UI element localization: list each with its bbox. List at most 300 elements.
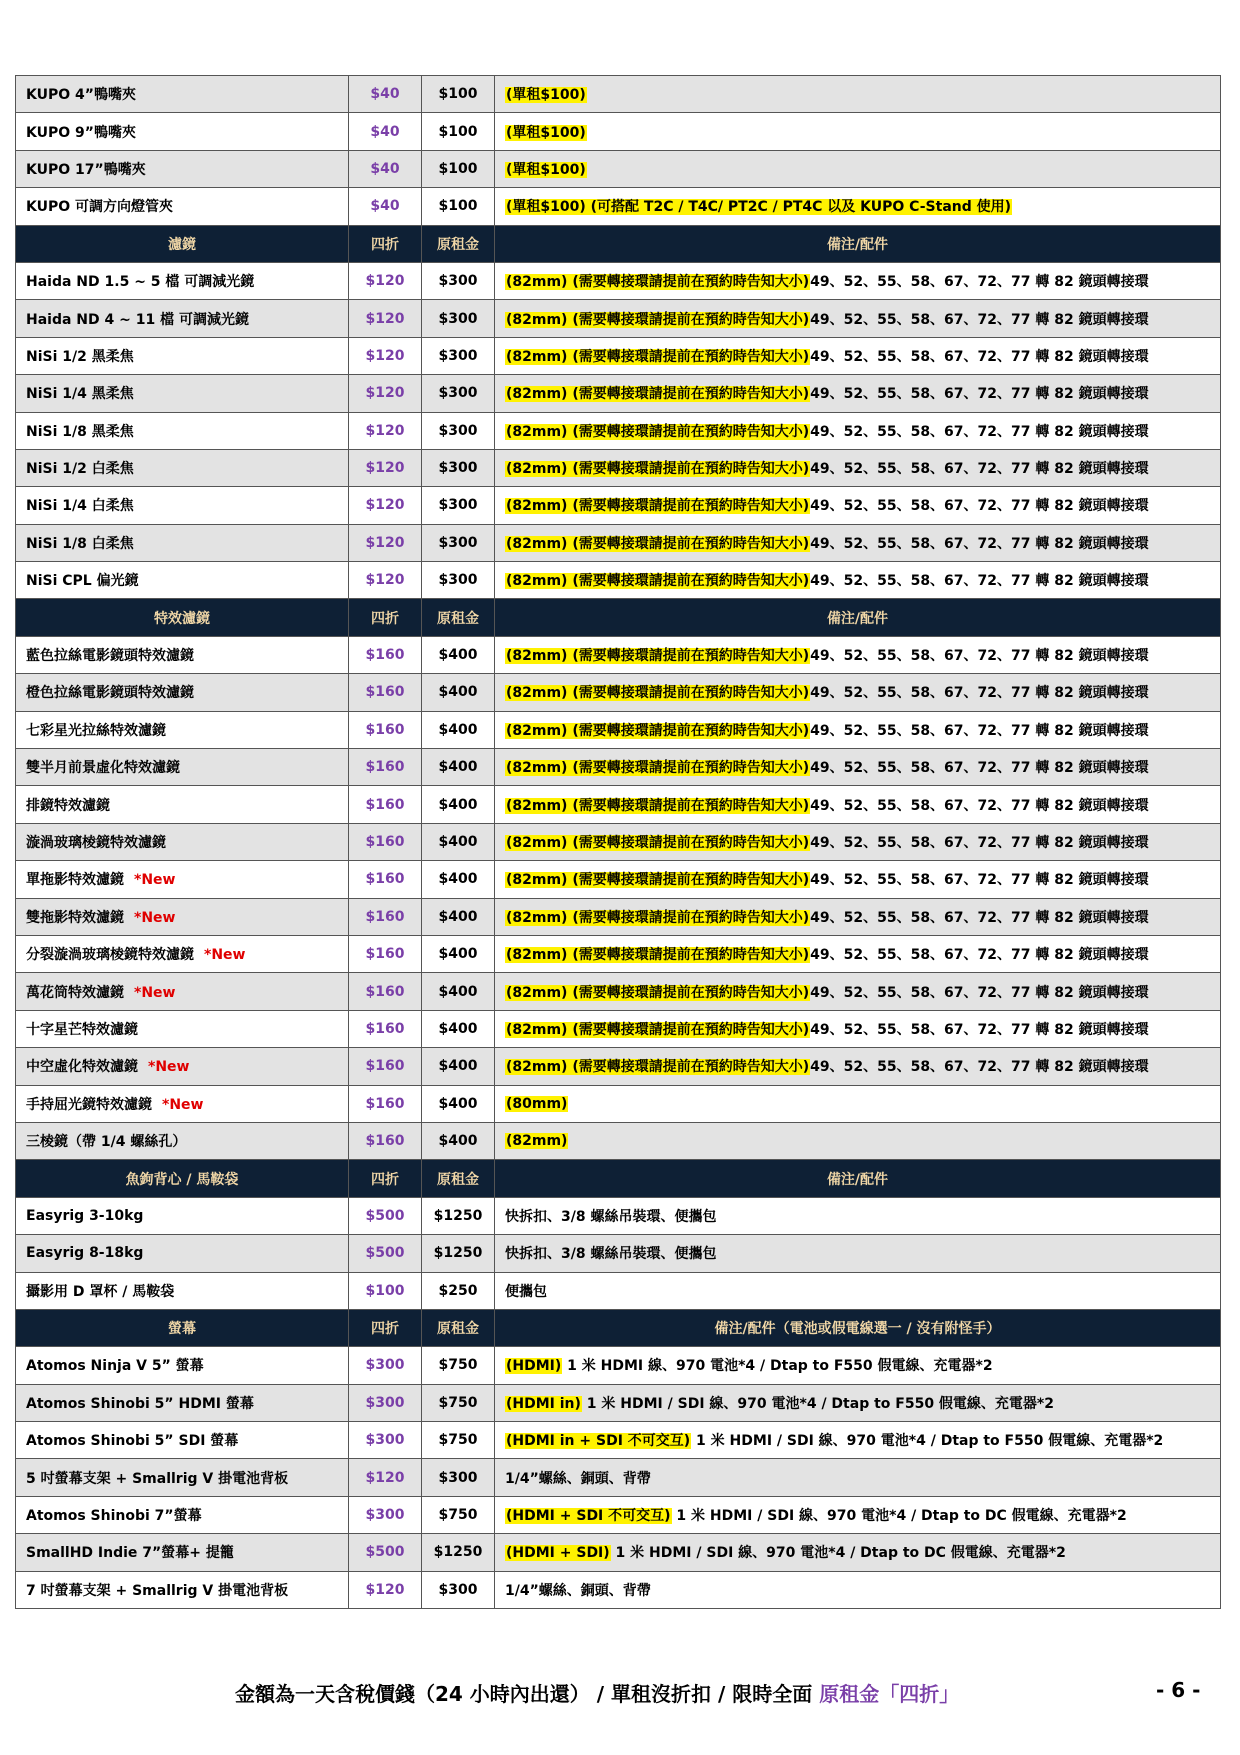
item-name: Easyrig 3-10kg xyxy=(26,1207,144,1224)
item-name-cell xyxy=(16,1197,349,1234)
table-row xyxy=(16,636,1221,673)
discount-price: $120 xyxy=(349,1571,422,1608)
item-note: 49、52、55、58、67、72、77 轉 82 鏡頭轉接環 xyxy=(810,648,1149,665)
original-header: 原租金 xyxy=(422,1309,495,1346)
discount-price: $40 xyxy=(349,188,422,225)
item-name: 十字星芒特效濾鏡 xyxy=(26,1021,138,1038)
highlighted-note: (82mm) (需要轉接環請提前在預約時告知大小) xyxy=(506,685,810,702)
item-name: 手持屈光鏡特效濾鏡 xyxy=(26,1096,152,1113)
item-note-cell xyxy=(495,76,1221,113)
table-row xyxy=(16,562,1221,599)
original-price: $300 xyxy=(422,337,495,374)
item-name: NiSi 1/2 黑柔焦 xyxy=(26,348,134,365)
item-name: KUPO 17”鴨嘴夾 xyxy=(26,161,146,178)
item-note: 49、52、55、58、67、72、77 轉 82 鏡頭轉接環 xyxy=(810,535,1149,552)
original-price: $400 xyxy=(422,1122,495,1159)
table-row xyxy=(16,1459,1221,1496)
discount-price: $40 xyxy=(349,76,422,113)
notes-header: 備注/配件 xyxy=(495,1160,1221,1197)
section-title: 濾鏡 xyxy=(16,225,349,262)
original-price: $400 xyxy=(422,898,495,935)
discount-price: $160 xyxy=(349,636,422,673)
item-name: Atomos Shinobi 5” SDI 螢幕 xyxy=(26,1433,239,1450)
item-note: 49、52、55、58、67、72、77 轉 82 鏡頭轉接環 xyxy=(810,498,1149,515)
table-row xyxy=(16,113,1221,150)
item-name: 藍色拉絲電影鏡頭特效濾鏡 xyxy=(26,648,194,665)
item-note-cell xyxy=(495,1347,1221,1384)
item-name-cell xyxy=(16,861,349,898)
discount-price: $160 xyxy=(349,1122,422,1159)
discount-price: $160 xyxy=(349,674,422,711)
section-header-row xyxy=(16,599,1221,636)
item-note-cell xyxy=(495,487,1221,524)
new-badge: *New xyxy=(134,984,176,1001)
notes-header: 備注/配件 xyxy=(495,599,1221,636)
highlighted-note: (HDMI + SDI) xyxy=(506,1545,610,1562)
new-badge: *New xyxy=(204,947,246,964)
highlighted-note: (82mm) (需要轉接環請提前在預約時告知大小) xyxy=(506,274,810,291)
table-row xyxy=(16,1384,1221,1421)
item-name: KUPO 4”鴨嘴夾 xyxy=(26,87,136,104)
original-price: $400 xyxy=(422,861,495,898)
item-note: 1/4”螺絲、銅頭、背帶 xyxy=(505,1470,651,1487)
item-name: 橙色拉絲電影鏡頭特效濾鏡 xyxy=(26,685,194,702)
item-name-cell xyxy=(16,1010,349,1047)
item-name-cell xyxy=(16,300,349,337)
section-header-row xyxy=(16,225,1221,262)
discount-price: $160 xyxy=(349,898,422,935)
item-note: 49、52、55、58、67、72、77 轉 82 鏡頭轉接環 xyxy=(810,835,1149,851)
table-row xyxy=(16,375,1221,412)
highlighted-note: (82mm) (需要轉接環請提前在預約時告知大小) xyxy=(506,909,810,926)
item-note-cell xyxy=(495,1384,1221,1421)
table-row xyxy=(16,76,1221,113)
highlighted-note: (82mm) (需要轉接環請提前在預約時告知大小) xyxy=(506,1059,810,1076)
item-name: SmallHD Indie 7”螢幕+ 提籠 xyxy=(26,1545,234,1562)
item-name-cell xyxy=(16,749,349,786)
item-note-cell xyxy=(495,1496,1221,1533)
item-note: 1 米 HDMI / SDI 線、970 電池*4 / Dtap to F550 假電線、充電器*2 xyxy=(691,1433,1164,1450)
item-note-cell xyxy=(495,636,1221,673)
item-name-cell xyxy=(16,412,349,449)
highlighted-note: (82mm) (需要轉接環請提前在預約時告知大小) xyxy=(506,311,810,328)
item-name-cell xyxy=(16,898,349,935)
item-name: 攝影用 D 罩杯 / 馬鞍袋 xyxy=(26,1283,175,1300)
discount-header: 四折 xyxy=(349,1160,422,1197)
item-note: 49、52、55、58、67、72、77 轉 82 鏡頭轉接環 xyxy=(810,760,1149,777)
discount-price: $500 xyxy=(349,1534,422,1571)
item-name-cell xyxy=(16,1459,349,1496)
discount-price: $120 xyxy=(349,487,422,524)
item-note: 49、52、55、58、67、72、77 轉 82 鏡頭轉接環 xyxy=(810,797,1149,814)
item-note-cell xyxy=(495,337,1221,374)
discount-price: $500 xyxy=(349,1197,422,1234)
highlighted-note: (82mm) (需要轉接環請提前在預約時告知大小) xyxy=(506,760,810,777)
item-name: NiSi 1/4 白柔焦 xyxy=(26,498,134,515)
item-note-cell xyxy=(495,749,1221,786)
item-name: 雙拖影特效濾鏡 xyxy=(26,909,124,926)
item-name: Atomos Shinobi 7”螢幕 xyxy=(26,1508,202,1525)
highlighted-note: (82mm) (需要轉接環請提前在預約時告知大小) xyxy=(506,386,810,403)
item-note: 49、52、55、58、67、72、77 轉 82 鏡頭轉接環 xyxy=(810,423,1149,440)
discount-price: $160 xyxy=(349,1048,422,1085)
discount-price: $120 xyxy=(349,562,422,599)
table-row xyxy=(16,1197,1221,1234)
section-header-row xyxy=(16,1309,1221,1346)
rental-price-table xyxy=(15,75,1221,1609)
item-name-cell xyxy=(16,1048,349,1085)
item-note-cell xyxy=(495,1197,1221,1234)
original-price: $400 xyxy=(422,973,495,1010)
discount-price: $160 xyxy=(349,823,422,860)
item-name: KUPO 可調方向燈管夾 xyxy=(26,199,174,216)
original-price: $100 xyxy=(422,76,495,113)
table-row xyxy=(16,1534,1221,1571)
new-badge: *New xyxy=(134,909,176,926)
table-row xyxy=(16,935,1221,972)
discount-price: $120 xyxy=(349,1459,422,1496)
original-header: 原租金 xyxy=(422,1160,495,1197)
item-name-cell xyxy=(16,1122,349,1159)
item-name: 萬花筒特效濾鏡 xyxy=(26,984,124,1001)
discount-price: $120 xyxy=(349,262,422,299)
item-note: 快拆扣、3/8 螺絲吊裝環、便攜包 xyxy=(505,1246,717,1263)
original-price: $400 xyxy=(422,749,495,786)
item-note-cell xyxy=(495,113,1221,150)
original-price: $400 xyxy=(422,636,495,673)
original-price: $300 xyxy=(422,562,495,599)
discount-price: $160 xyxy=(349,1085,422,1122)
item-note: 1 米 HDMI 線、970 電池*4 / Dtap to F550 假電線、充電器*2 xyxy=(562,1358,993,1375)
original-price: $300 xyxy=(422,262,495,299)
item-name-cell xyxy=(16,1384,349,1421)
table-row xyxy=(16,412,1221,449)
item-name-cell xyxy=(16,487,349,524)
item-note-cell xyxy=(495,861,1221,898)
original-price: $300 xyxy=(422,1459,495,1496)
item-note: 49、52、55、58、67、72、77 轉 82 鏡頭轉接環 xyxy=(810,1059,1149,1076)
table-row xyxy=(16,188,1221,225)
original-price: $400 xyxy=(422,823,495,860)
new-badge: *New xyxy=(148,1059,190,1076)
item-note-cell xyxy=(495,412,1221,449)
table-row xyxy=(16,262,1221,299)
item-name: 雙半月前景虛化特效濾鏡 xyxy=(26,760,180,777)
highlighted-note: (82mm) (需要轉接環請提前在預約時告知大小) xyxy=(506,984,810,1001)
item-name-cell xyxy=(16,711,349,748)
item-note-cell xyxy=(495,674,1221,711)
item-note-cell xyxy=(495,786,1221,823)
item-note: 49、52、55、58、67、72、77 轉 82 鏡頭轉接環 xyxy=(810,348,1149,365)
item-name-cell xyxy=(16,262,349,299)
item-note-cell xyxy=(495,1010,1221,1047)
item-note-cell xyxy=(495,188,1221,225)
table-row xyxy=(16,1010,1221,1047)
original-price: $400 xyxy=(422,786,495,823)
item-note-cell xyxy=(495,1422,1221,1459)
discount-price: $120 xyxy=(349,337,422,374)
notes-header: 備注/配件（電池或假電線選一 / 沒有附怪手） xyxy=(495,1309,1221,1346)
table-row xyxy=(16,1496,1221,1533)
original-header: 原租金 xyxy=(422,225,495,262)
item-name-cell xyxy=(16,1272,349,1309)
highlighted-note: (82mm) (需要轉接環請提前在預約時告知大小) xyxy=(506,797,810,814)
highlighted-note: (82mm) (需要轉接環請提前在預約時告知大小) xyxy=(506,722,810,739)
highlighted-note: (82mm) (需要轉接環請提前在預約時告知大小) xyxy=(506,461,810,478)
table-row xyxy=(16,898,1221,935)
table-row xyxy=(16,1085,1221,1122)
discount-price: $160 xyxy=(349,749,422,786)
highlighted-note: (HDMI in + SDI 不可交互) xyxy=(506,1433,691,1450)
original-price: $300 xyxy=(422,375,495,412)
table-row xyxy=(16,786,1221,823)
item-note: 49、52、55、58、67、72、77 轉 82 鏡頭轉接環 xyxy=(810,722,1149,739)
item-note: 49、52、55、58、67、72、77 轉 82 鏡頭轉接環 xyxy=(810,386,1149,403)
item-note-cell xyxy=(495,1534,1221,1571)
item-note-cell xyxy=(495,1122,1221,1159)
item-name-cell xyxy=(16,674,349,711)
item-name-cell xyxy=(16,150,349,187)
discount-price: $300 xyxy=(349,1347,422,1384)
item-note-cell xyxy=(495,524,1221,561)
notes-header: 備注/配件 xyxy=(495,225,1221,262)
original-price: $400 xyxy=(422,935,495,972)
table-row xyxy=(16,1272,1221,1309)
original-price: $400 xyxy=(422,1085,495,1122)
discount-price: $300 xyxy=(349,1496,422,1533)
discount-price: $120 xyxy=(349,524,422,561)
item-name-cell xyxy=(16,76,349,113)
original-header: 原租金 xyxy=(422,599,495,636)
discount-price: $160 xyxy=(349,786,422,823)
item-name: 分裂漩渦玻璃棱鏡特效濾鏡 xyxy=(26,947,194,964)
highlighted-note: (單租$100) xyxy=(506,161,586,178)
original-price: $100 xyxy=(422,113,495,150)
item-name-cell xyxy=(16,935,349,972)
original-price: $1250 xyxy=(422,1235,495,1272)
item-note-cell xyxy=(495,300,1221,337)
item-note: 1 米 HDMI / SDI 線、970 電池*4 / Dtap to F550 假電線、充電器*2 xyxy=(581,1395,1054,1412)
original-price: $300 xyxy=(422,1571,495,1608)
item-name: 中空虛化特效濾鏡 xyxy=(26,1059,138,1076)
item-name: NiSi CPL 偏光鏡 xyxy=(26,573,139,590)
highlighted-note: (HDMI in) xyxy=(506,1395,581,1412)
item-note: 49、52、55、58、67、72、77 轉 82 鏡頭轉接環 xyxy=(810,984,1149,1001)
item-note-cell xyxy=(495,898,1221,935)
highlighted-note: (單租$100) (可搭配 T2C / T4C/ PT2C / PT4C 以及 KUPO C-Stand 使用) xyxy=(506,199,1012,216)
page-number: - 6 - xyxy=(1156,1678,1201,1702)
original-price: $750 xyxy=(422,1347,495,1384)
discount-price: $160 xyxy=(349,711,422,748)
original-price: $300 xyxy=(422,487,495,524)
original-price: $400 xyxy=(422,1010,495,1047)
footer-note xyxy=(235,1678,959,1707)
highlighted-note: (82mm) (需要轉接環請提前在預約時告知大小) xyxy=(506,648,810,665)
item-name: NiSi 1/2 白柔焦 xyxy=(26,461,134,478)
highlighted-note: (82mm) (需要轉接環請提前在預約時告知大小) xyxy=(506,348,810,365)
discount-price: $120 xyxy=(349,300,422,337)
table-row xyxy=(16,1235,1221,1272)
item-note-cell xyxy=(495,823,1221,860)
discount-price: $300 xyxy=(349,1384,422,1421)
item-name-cell xyxy=(16,786,349,823)
table-row xyxy=(16,1571,1221,1608)
highlighted-note: (82mm) (需要轉接環請提前在預約時告知大小) xyxy=(506,835,810,851)
item-name-cell xyxy=(16,823,349,860)
item-note: 1/4”螺絲、銅頭、背帶 xyxy=(505,1582,651,1599)
highlighted-note: (82mm) (需要轉接環請提前在預約時告知大小) xyxy=(506,535,810,552)
item-name: 5 吋螢幕支架 + Smallrig V 掛電池背板 xyxy=(26,1470,289,1487)
discount-price: $120 xyxy=(349,375,422,412)
item-note-cell xyxy=(495,1085,1221,1122)
item-note-cell xyxy=(495,935,1221,972)
item-name-cell xyxy=(16,1422,349,1459)
original-price: $1250 xyxy=(422,1534,495,1571)
original-price: $400 xyxy=(422,674,495,711)
item-name: NiSi 1/8 白柔焦 xyxy=(26,535,134,552)
table-row xyxy=(16,973,1221,1010)
table-row xyxy=(16,711,1221,748)
item-name-cell xyxy=(16,113,349,150)
discount-price: $40 xyxy=(349,113,422,150)
item-note-cell xyxy=(495,262,1221,299)
item-name: Atomos Shinobi 5” HDMI 螢幕 xyxy=(26,1395,254,1412)
discount-price: $160 xyxy=(349,1010,422,1047)
original-price: $750 xyxy=(422,1422,495,1459)
table-row xyxy=(16,337,1221,374)
original-price: $100 xyxy=(422,188,495,225)
item-name-cell xyxy=(16,337,349,374)
section-title: 螢幕 xyxy=(16,1309,349,1346)
item-note-cell xyxy=(495,1571,1221,1608)
highlighted-note: (HDMI) xyxy=(506,1358,562,1375)
item-name-cell xyxy=(16,562,349,599)
discount-price: $40 xyxy=(349,150,422,187)
original-price: $750 xyxy=(422,1384,495,1421)
item-note-cell xyxy=(495,449,1221,486)
item-name-cell xyxy=(16,375,349,412)
item-name-cell xyxy=(16,1085,349,1122)
item-note-cell xyxy=(495,973,1221,1010)
item-note-cell xyxy=(495,1272,1221,1309)
table-row xyxy=(16,449,1221,486)
discount-price: $500 xyxy=(349,1235,422,1272)
discount-price: $160 xyxy=(349,973,422,1010)
original-price: $750 xyxy=(422,1496,495,1533)
item-note: 49、52、55、58、67、72、77 轉 82 鏡頭轉接環 xyxy=(810,872,1149,889)
item-note: 49、52、55、58、67、72、77 轉 82 鏡頭轉接環 xyxy=(810,1021,1149,1038)
item-note: 快拆扣、3/8 螺絲吊裝環、便攜包 xyxy=(505,1208,717,1225)
highlighted-note: (80mm) xyxy=(506,1095,568,1112)
footer-discount-highlight: 原租金「四折」 xyxy=(819,1682,960,1706)
original-price: $300 xyxy=(422,412,495,449)
item-name: KUPO 9”鴨嘴夾 xyxy=(26,124,136,141)
highlighted-note: (82mm) (需要轉接環請提前在預約時告知大小) xyxy=(506,573,810,590)
item-name-cell xyxy=(16,973,349,1010)
item-name-cell xyxy=(16,1347,349,1384)
item-name-cell xyxy=(16,524,349,561)
table-row xyxy=(16,1347,1221,1384)
item-name: NiSi 1/4 黑柔焦 xyxy=(26,386,134,403)
item-note: 1 米 HDMI / SDI 線、970 電池*4 / Dtap to DC 假電線、充電器*2 xyxy=(671,1508,1127,1525)
item-note: 49、52、55、58、67、72、77 轉 82 鏡頭轉接環 xyxy=(810,947,1149,964)
item-name: 單拖影特效濾鏡 xyxy=(26,872,124,889)
discount-price: $100 xyxy=(349,1272,422,1309)
item-name-cell xyxy=(16,1571,349,1608)
highlighted-note: (82mm) xyxy=(506,1133,568,1150)
footer xyxy=(0,1678,1240,1718)
item-note: 49、52、55、58、67、72、77 轉 82 鏡頭轉接環 xyxy=(810,573,1149,590)
item-note: 49、52、55、58、67、72、77 轉 82 鏡頭轉接環 xyxy=(810,274,1149,291)
item-note: 49、52、55、58、67、72、77 轉 82 鏡頭轉接環 xyxy=(810,685,1149,702)
item-name-cell xyxy=(16,636,349,673)
highlighted-note: (82mm) (需要轉接環請提前在預約時告知大小) xyxy=(506,872,810,889)
original-price: $400 xyxy=(422,1048,495,1085)
highlighted-note: (82mm) (需要轉接環請提前在預約時告知大小) xyxy=(506,423,810,440)
section-title: 特效濾鏡 xyxy=(16,599,349,636)
table-row xyxy=(16,823,1221,860)
item-note-cell xyxy=(495,375,1221,412)
table-row xyxy=(16,749,1221,786)
item-name: Haida ND 1.5 ~ 5 檔 可調減光鏡 xyxy=(26,274,255,291)
item-note-cell xyxy=(495,562,1221,599)
item-name-cell xyxy=(16,1496,349,1533)
discount-header: 四折 xyxy=(349,225,422,262)
section-header-row xyxy=(16,1160,1221,1197)
item-name: Atomos Ninja V 5” 螢幕 xyxy=(26,1358,204,1375)
table-row xyxy=(16,1122,1221,1159)
table-row xyxy=(16,674,1221,711)
discount-header: 四折 xyxy=(349,599,422,636)
item-name-cell xyxy=(16,1534,349,1571)
item-name: Haida ND 4 ~ 11 檔 可調減光鏡 xyxy=(26,311,249,328)
item-note-cell xyxy=(495,711,1221,748)
table-row xyxy=(16,524,1221,561)
highlighted-note: (82mm) (需要轉接環請提前在預約時告知大小) xyxy=(506,498,810,515)
discount-price: $300 xyxy=(349,1422,422,1459)
table-body xyxy=(16,76,1221,1609)
item-name: NiSi 1/8 黑柔焦 xyxy=(26,423,134,440)
table-row xyxy=(16,487,1221,524)
highlighted-note: (單租$100) xyxy=(506,87,586,104)
item-note-cell xyxy=(495,1235,1221,1272)
discount-header: 四折 xyxy=(349,1309,422,1346)
item-name-cell xyxy=(16,188,349,225)
item-name: 漩渦玻璃棱鏡特效濾鏡 xyxy=(26,835,166,851)
item-note: 1 米 HDMI / SDI 線、970 電池*4 / Dtap to DC 假電線、充電器*2 xyxy=(610,1545,1066,1562)
item-name: 排鏡特效濾鏡 xyxy=(26,797,110,814)
original-price: $400 xyxy=(422,711,495,748)
original-price: $300 xyxy=(422,524,495,561)
table-row xyxy=(16,1048,1221,1085)
item-note: 便攜包 xyxy=(505,1283,547,1300)
discount-price: $160 xyxy=(349,935,422,972)
original-price: $250 xyxy=(422,1272,495,1309)
highlighted-note: (單租$100) xyxy=(506,124,586,141)
new-badge: *New xyxy=(134,872,176,889)
item-name: Easyrig 8-18kg xyxy=(26,1245,144,1262)
original-price: $1250 xyxy=(422,1197,495,1234)
item-name: 三棱鏡（帶 1/4 螺絲孔） xyxy=(26,1134,187,1151)
item-name: 7 吋螢幕支架 + Smallrig V 掛電池背板 xyxy=(26,1582,289,1599)
item-note-cell xyxy=(495,1459,1221,1496)
item-note: 49、52、55、58、67、72、77 轉 82 鏡頭轉接環 xyxy=(810,909,1149,926)
highlighted-note: (82mm) (需要轉接環請提前在預約時告知大小) xyxy=(506,1021,810,1038)
table-row xyxy=(16,861,1221,898)
item-name-cell xyxy=(16,449,349,486)
table-row xyxy=(16,1422,1221,1459)
item-name: 七彩星光拉絲特效濾鏡 xyxy=(26,722,166,739)
